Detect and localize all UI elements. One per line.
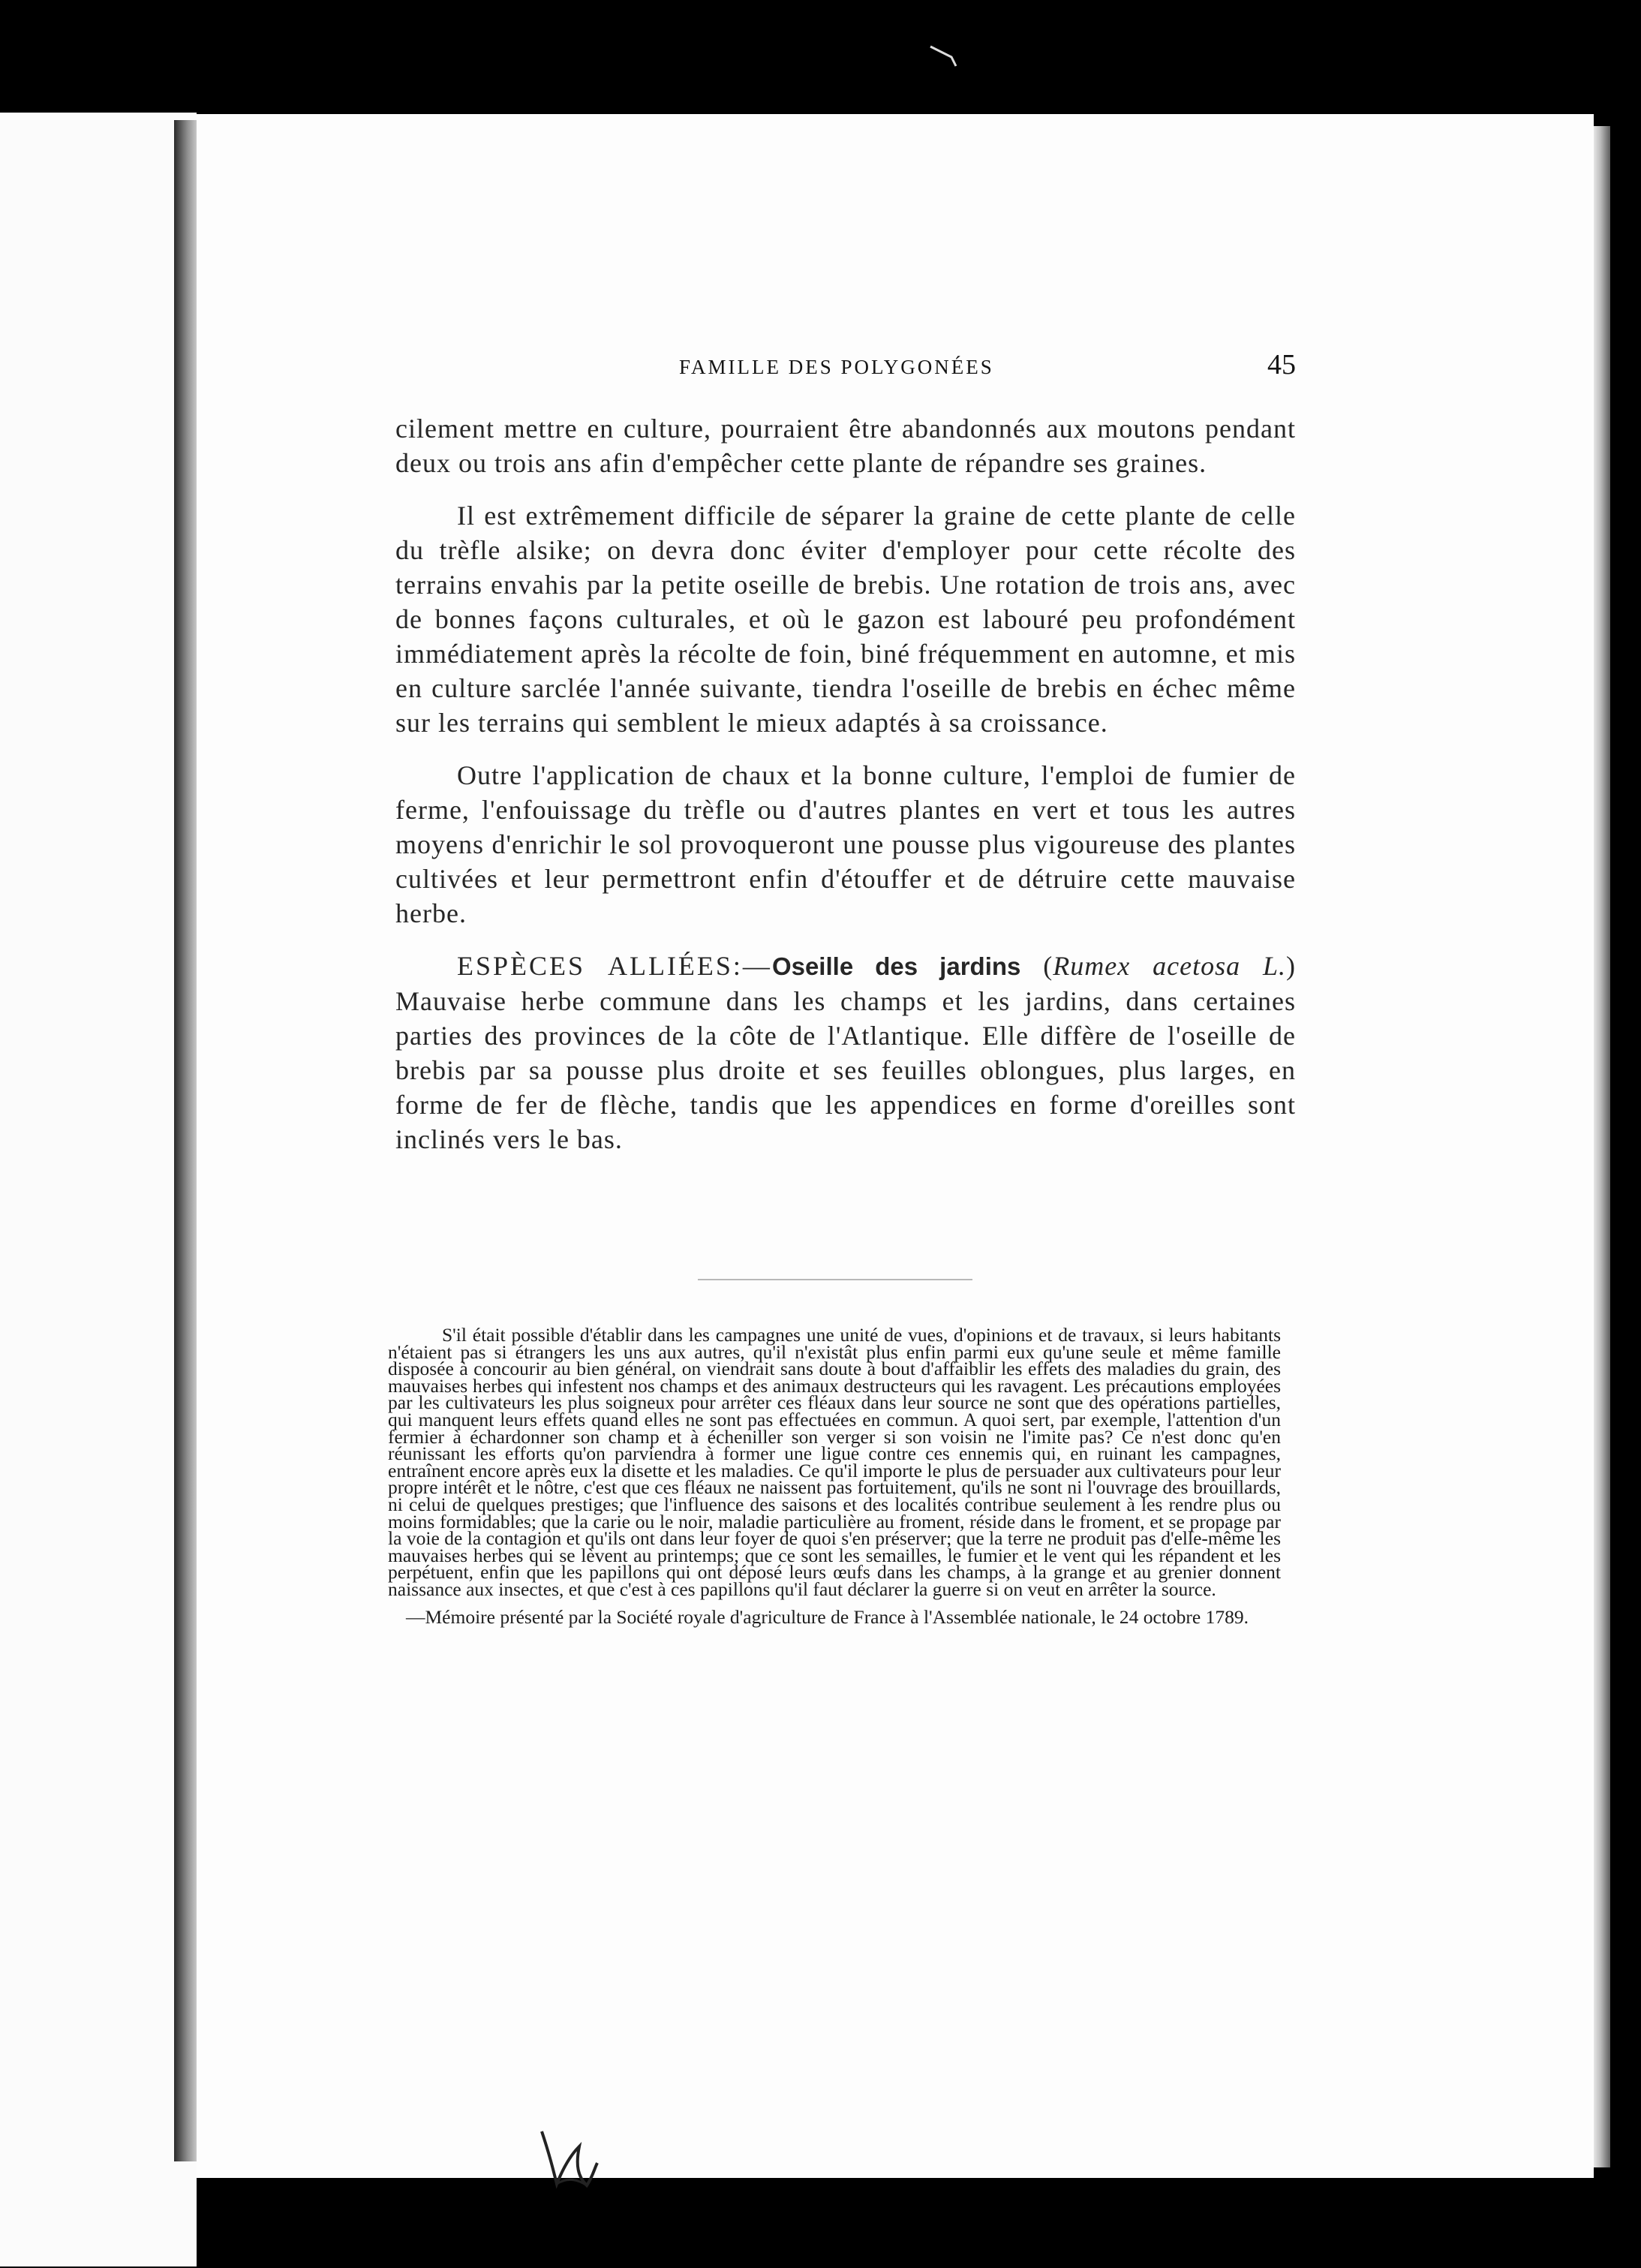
paragraph-seed-separation: Il est extrêmement difficile de séparer la graine de cette plante de celle du trèfle alsike; on devra donc éviter d'employer pour cette récolte des terrains envahis par la petite oseille de brebis. Une rotation de trois ans, avec de bonnes façons culturales, et où le gazon est labouré peu profondément immédiatement après la récolte de foin, biné fréquemment en automne, et mis en culture sarclée l'année suivante, tiendra l'oseille de brebis en échec même sur les terrains qui semblent le mieux adaptés à sa croissance. (395, 501, 1296, 738)
page-number: 45 (1267, 349, 1296, 381)
running-title: FAMILLE DES POLYGONÉES (679, 356, 994, 378)
main-text (395, 411, 1296, 1175)
page-edge-shadow (1594, 126, 1610, 2167)
scan-artifact-mark (929, 44, 966, 74)
latin-close-paren: ) (1286, 951, 1297, 981)
footnote-quotation (388, 1324, 1281, 1628)
paragraph-lime-application: Outre l'application de chaux et la bonne culture, l'emploi de fumier de ferme, l'enfouissage du trèfle ou d'autres plantes en vert et tous les autres moyens d'enrichir le sol provoqueront une pousse plus vigoureuse des plantes cultivées et leur permettront enfin d'étouffer et de détruire cette mauvaise herbe. (395, 760, 1296, 928)
allied-species-name: Oseille des jardins (771, 952, 1021, 980)
paragraph-allied-species (395, 949, 1296, 1157)
quotation-text: S'il était possible d'établir dans les campagnes une unité de vues, d'opinions et de travaux, si leurs habitants n'étaient pas si étrangers les uns aux autres, qu'il n'existât plus enfin parmi eux qu'une seule et même famille disposée à concourir au bien général, on viendrait sans doute à bout d'affaiblir les effets des maladies du grain, des mauvaises herbes qui infestent nos champs et des animaux destructeurs qui les ravagent. Les précautions employées par les cultivateurs les plus soigneux pour arrêter ces fléaux dans leur source ne sont que des opérations partielles, qui manquent leurs effets quand elles ne sont pas effectuées en commun. A quoi sert, par exemple, l'attention d'un fermier à échardonner son champ et à écheniller son verger si son voisin ne l'imite pas? Ce n'est donc qu'en réunissant les efforts qu'on parviendra à former une ligue contre ces ennemis qui, en ruinant les campagnes, entraînent encore après eux la disette et les maladies. Ce qu'il importe le plus de persuader aux cultivateurs pour leur propre intérêt et le nôtre, c'est que ces fléaux ne naissent pas fortuitement, qu'ils ne sont ni l'ouvrage des brouillards, ni celui de quelques prestiges; que l'influence des saisons et des localités contribue seulement à les rendre plus ou moins formidables; que la carie ou le noir, maladie particulière au froment, réside dans le froment, et se propage par la voie de la contagion et qu'ils ont dans leur foyer de quoi s'en préserver; que la terre ne produit pas d'elle-même les mauvaises herbes qui se lèvent au printemps; que ce sont les semailles, le fumier et le vent qui les répandent et les perpétuent, enfin que les papillons qui ont déposé leurs œufs dans les champs, à la grange et au grenier donnent naissance aux insectes, et que c'est à ces papillons qu'il faut déclarer la guerre si on veut en arrêter la source. (388, 1324, 1281, 1600)
latin-open-paren: ( (1043, 951, 1053, 981)
allied-species-latin: Rumex acetosa L. (1053, 951, 1287, 981)
handwritten-scribble (534, 2124, 602, 2191)
paragraph-continuation: cilement mettre en culture, pourraient être abandonnés aux moutons pendant deux ou trois ans afin d'empêcher cette plante de répandre ses graines. (395, 414, 1296, 478)
page-header (375, 348, 1296, 393)
left-facing-page (0, 113, 197, 2266)
allied-species-description: Mauvaise herbe commune dans les champs et les jardins, dans certaines parties des provinces de la côte de l'Atlantique. Elle diffère de l'oseille de brebis par sa pousse plus droite et ses feuilles oblongues, plus larges, en forme de fer de flèche, tandis que les appendices en forme d'oreilles sont inclinés vers le bas. (395, 986, 1296, 1154)
allied-species-heading: ESPÈCES ALLIÉES:— (457, 951, 772, 981)
quotation-attribution: —Mémoire présenté par la Société royale d'agriculture de France à l'Assemblée nationale, le 24 octobre 1789. (406, 1605, 1249, 1628)
section-divider (698, 1279, 972, 1280)
